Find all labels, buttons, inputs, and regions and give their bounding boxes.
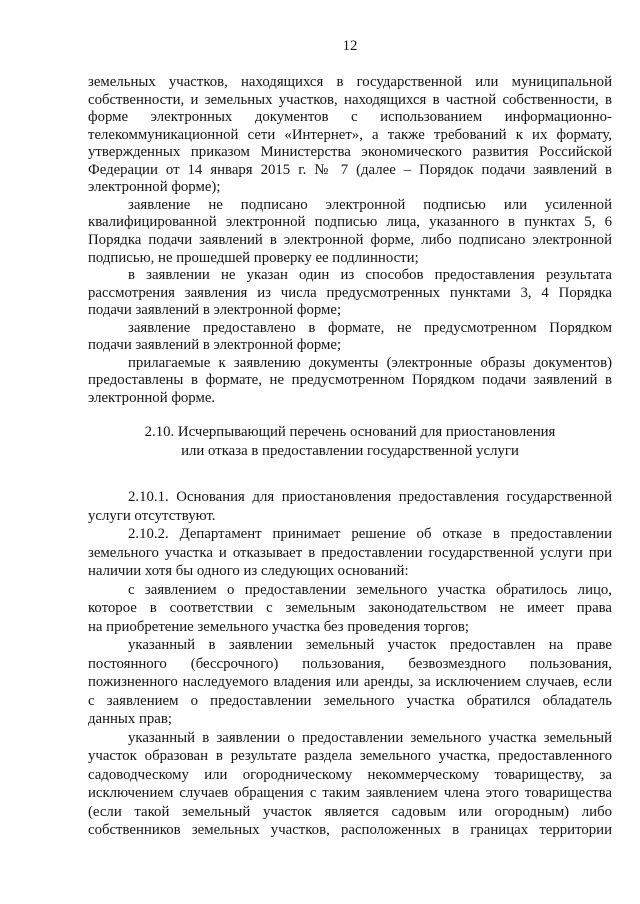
paragraph-line: электронной форме. [88, 390, 216, 406]
paragraph-line: подачи заявлений в электронной форме; [88, 302, 342, 319]
paragraph-line: (если такой земельный участок является садовым или огородным) либо [88, 803, 612, 820]
paragraph-line: услуги отсутствуют. [88, 507, 216, 524]
paragraph-line: садоводческому или огородническому некоммерческому товариществу, за [88, 766, 612, 783]
paragraph-line: 2.10.2. Департамент принимает решение об отказе в предоставлении [128, 526, 612, 542]
paragraph-line: указанный в заявлении земельный участок предоставлен на праве [128, 637, 612, 653]
paragraph-line: подписью, не прошедшей проверку ее подлинности; [88, 249, 419, 266]
paragraph-line: которое в соответствии с земельным законодательством не имеет права [88, 600, 612, 616]
paragraph-line: Федерации от 14 января 2015 г. № 7 (далее – Порядок подачи заявлений в [88, 161, 612, 178]
paragraph-line: земельных участков, находящихся в государственной или муниципальной [88, 74, 612, 90]
paragraph-line: с заявлением о предоставлении земельного участка обратился обладатель [88, 692, 612, 709]
paragraph-line: земельного участка и отказывает в предоставлении государственной услуги при [88, 544, 612, 561]
paragraph-line: подачи заявлений в электронной форме; [88, 337, 342, 354]
paragraph-line: предоставлены в формате, не предусмотренном Порядком подачи заявлений в [88, 372, 612, 389]
paragraph-line: собственников земельных участков, расположенных в границах территории [88, 822, 612, 838]
paragraph-line: телекоммуникационной сети «Интернет», а также требований к их формату, [88, 126, 612, 143]
heading-line: или отказа в предоставлении государственной услуги [181, 443, 519, 459]
paragraph-line: с заявлением о предоставлении земельного участка обратилось лицо, [128, 581, 612, 598]
paragraph-line: форме электронных документов с использованием информационно- [88, 109, 612, 126]
paragraph-line: 2.10.1. Основания для приостановления предоставления государственной [128, 489, 612, 505]
paragraph-line: Порядка подачи заявлений в электронной форме, либо подписано электронной [88, 232, 612, 248]
paragraph-line: участок образован в результате раздела земельного участка, предоставленного [88, 748, 612, 764]
paragraph-line: исключением случаев обращения с таким заявлением члена этого товарищества [88, 785, 612, 801]
paragraph-line: прилагаемые к заявлению документы (электронные образы документов) [128, 354, 612, 371]
paragraph-line: данных прав; [88, 711, 172, 727]
paragraph-line: рассмотрения заявления из числа предусмотренных пунктами 3, 4 Порядка [88, 284, 612, 301]
paragraph-line: в заявлении не указан один из способов предоставления результата [128, 267, 612, 284]
paragraph-line: заявление предоставлено в формате, не предусмотренном Порядком [128, 319, 612, 336]
paragraph-line: заявление не подписано электронной подписью или усиленной [128, 196, 612, 213]
paragraph-line: на приобретение земельного участка без проведения торгов; [88, 618, 470, 635]
paragraph-line: постоянного (бессрочного) пользования, безвозмездного пользования, [88, 655, 612, 672]
paragraph-line: собственности, и земельных участков, находящихся в частной собственности, в [88, 91, 612, 108]
paragraph-line: утвержденных приказом Министерства экономического развития Российской [88, 144, 612, 161]
paragraph-line: указанный в заявлении о предоставлении земельного участка земельный [128, 729, 612, 746]
page-number: 12 [342, 38, 358, 54]
paragraph-line: квалифицированной электронной подписью лица, указанного в пунктах 5, 6 [88, 214, 612, 231]
heading-line: 2.10. Исчерпывающий перечень оснований для приостановления [144, 424, 556, 440]
paragraph-line: пожизненного наследуемого владения или аренды, за исключением случаев, если [88, 674, 612, 690]
paragraph-line: наличии хотя бы одного из следующих оснований: [88, 563, 409, 579]
paragraph-line: электронной форме); [88, 179, 221, 196]
